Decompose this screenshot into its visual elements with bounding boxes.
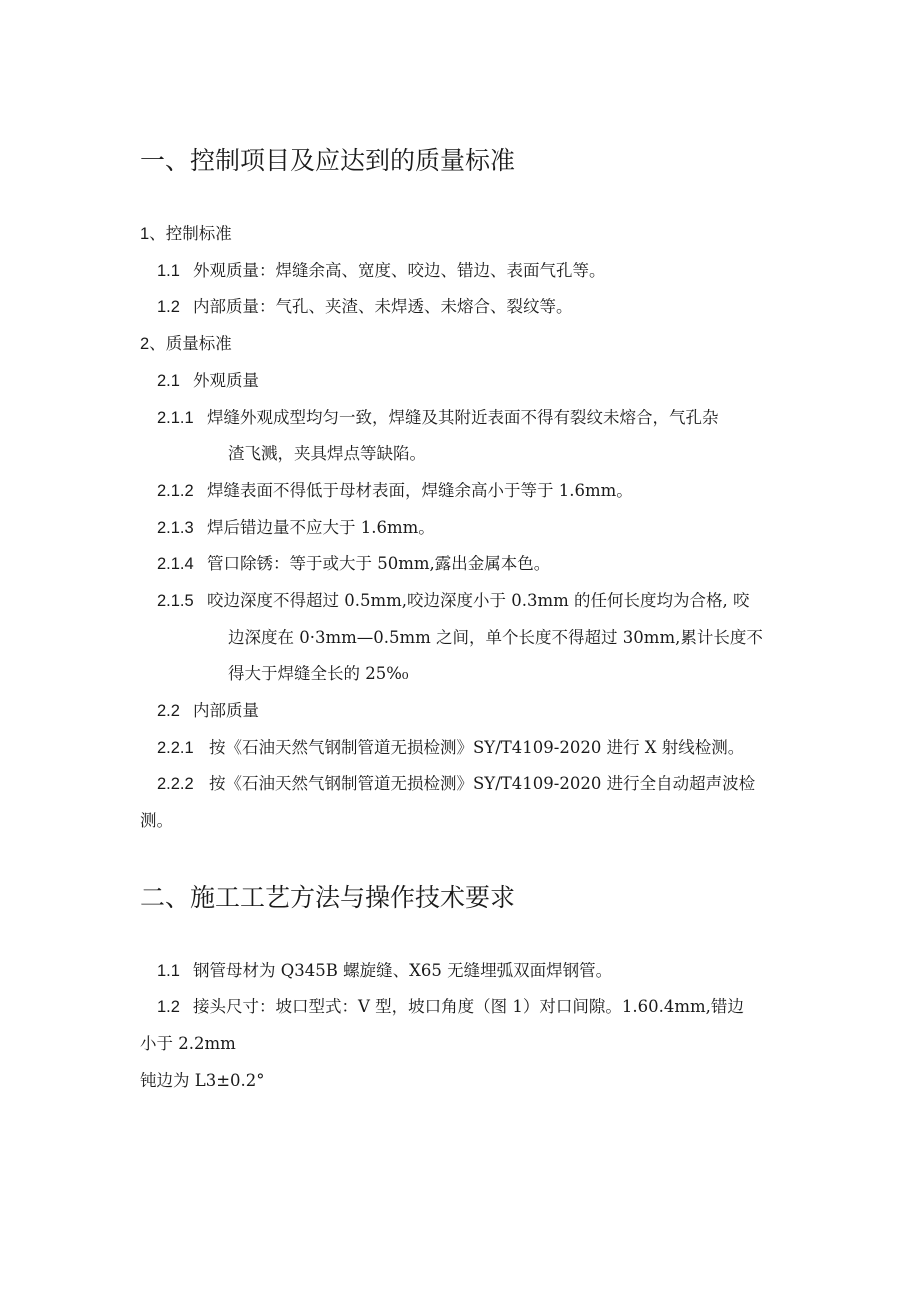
section-2-item-1-2-continuation: 小于 2.2mm [140, 1034, 236, 1053]
item-number: 2.1 [157, 372, 180, 390]
item-number: 1.1 [157, 962, 180, 980]
item-number: 2.1.1 [157, 409, 194, 427]
section-2-item-blunt-edge: 钝边为 L3±0.2° [140, 1071, 265, 1090]
item-2-1-2 [157, 480, 633, 502]
item-text: 内部质量 [193, 701, 259, 720]
item-number: 1.1 [157, 262, 180, 280]
item-number: 1.2 [157, 998, 180, 1016]
section-2-item-1-1 [157, 960, 612, 982]
section-1-heading: 一、控制项目及应达到的质量标准 [140, 146, 516, 175]
item-2-1 [157, 370, 259, 392]
item-text: 钢管母材为 Q345B 螺旋缝、X65 无缝埋弧双面焊钢管。 [193, 961, 613, 980]
item-number: 2.1.4 [157, 555, 194, 573]
item-2-1-1 [157, 407, 719, 429]
item-2-2-1 [157, 737, 744, 759]
item-text: 外观质量：焊缝余高、宽度、咬边、错边、表面气孔等。 [193, 261, 606, 280]
item-text: 按《石油天然气钢制管道无损检测》SY/T4109-2020 进行全自动超声波检 [209, 774, 756, 793]
item-2 [140, 333, 232, 355]
item-number: 2.1.2 [157, 482, 194, 500]
item-2-1-5-continuation-2: 得大于焊缝全长的 25%₀ [228, 664, 409, 683]
item-text: 接头尺寸：坡口型式：V 型，坡口角度（图 1）对口间隙。1.60.4mm,错边 [193, 997, 744, 1016]
item-text: 管口除锈：等于或大于 50mm,露出金属本色。 [207, 554, 551, 573]
item-1-1 [157, 260, 606, 282]
item-text: 焊缝表面不得低于母材表面，焊缝余高小于等于 1.6mm。 [207, 481, 633, 500]
item-2-2-2-continuation: 测。 [140, 811, 173, 830]
item-2-1-3 [157, 517, 435, 539]
item-text: 咬边深度不得超过 0.5mm,咬边深度小于 0.3mm 的任何长度均为合格, 咬 [207, 591, 750, 610]
item-2-1-4 [157, 553, 550, 575]
item-number: 2.1.3 [157, 519, 194, 537]
item-2-1-1-continuation: 渣飞溅，夹具焊点等缺陷。 [228, 444, 426, 463]
item-number: 2.2.2 [157, 775, 194, 793]
item-text: 内部质量：气孔、夹渣、未焊透、未熔合、裂纹等。 [193, 297, 573, 316]
item-2-2 [157, 700, 259, 722]
item-text: 焊后错边量不应大于 1.6mm。 [207, 518, 435, 537]
item-2-2-2 [157, 773, 755, 795]
item-text: 按《石油天然气钢制管道无损检测》SY/T4109-2020 进行 X 射线检测。 [209, 738, 745, 757]
item-1 [140, 223, 232, 245]
item-number: 1.2 [157, 298, 180, 316]
item-number: 2.2.1 [157, 739, 194, 757]
item-number: 2、 [140, 335, 166, 353]
section-2-heading: 二、施工工艺方法与操作技术要求 [140, 883, 516, 912]
item-text: 焊缝外观成型均匀一致，焊缝及其附近表面不得有裂纹未熔合，气孔杂 [207, 408, 719, 427]
item-text: 质量标准 [165, 334, 232, 353]
item-1-2 [157, 296, 573, 318]
item-text: 控制标准 [165, 224, 232, 243]
item-2-1-5 [157, 590, 750, 612]
item-text: 外观质量 [193, 371, 259, 390]
item-2-1-5-continuation: 边深度在 0·3mm—0.5mm 之间，单个长度不得超过 30mm,累计长度不 [228, 628, 763, 647]
section-2-item-1-2 [157, 996, 744, 1018]
item-number: 2.2 [157, 702, 180, 720]
item-number: 1、 [140, 225, 166, 243]
item-number: 2.1.5 [157, 592, 194, 610]
